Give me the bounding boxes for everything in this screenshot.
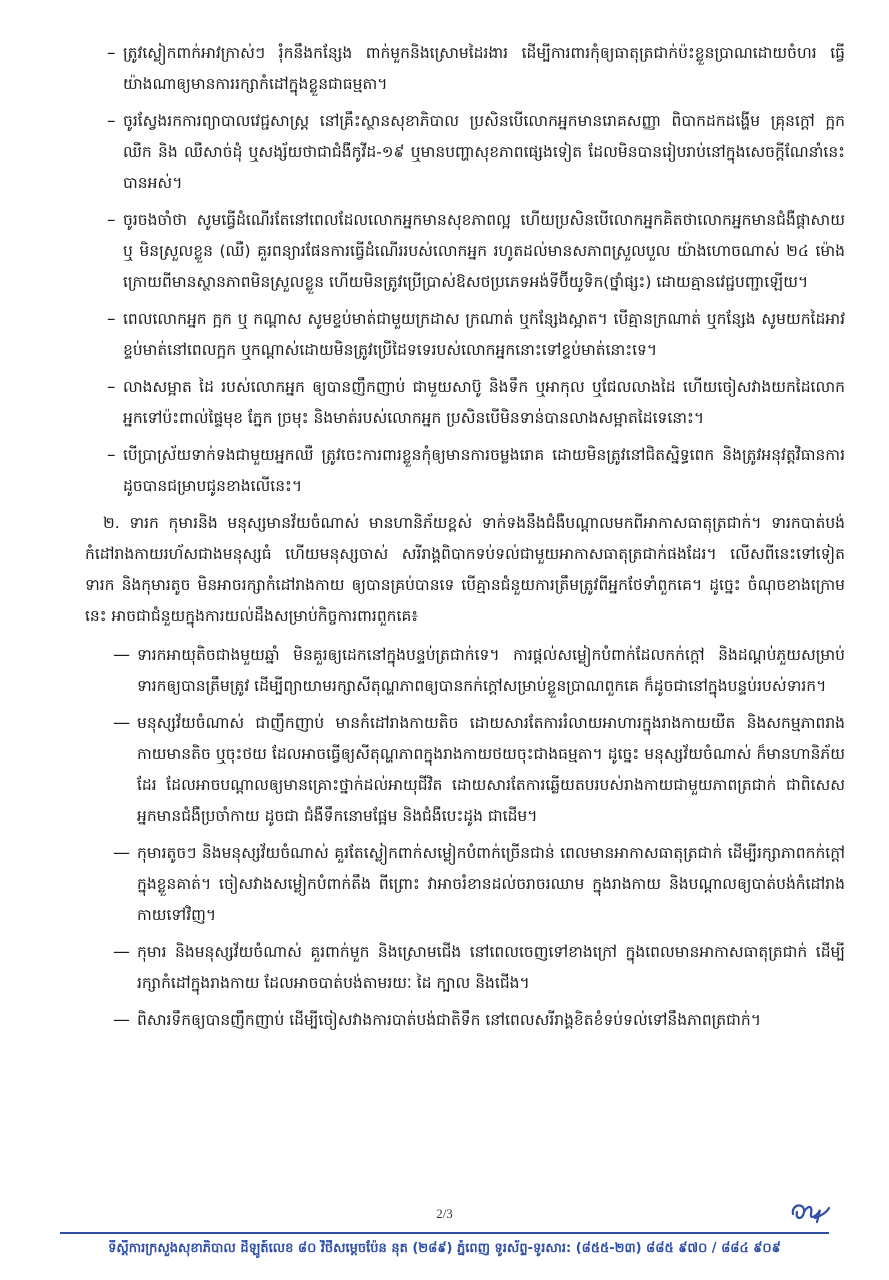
list-item <box>85 640 845 702</box>
document-body <box>85 38 845 1042</box>
page-number: 2/3 <box>436 1206 453 1221</box>
list-item <box>85 838 845 931</box>
dash-bullet: – <box>107 309 116 329</box>
em-dash-bullet: — <box>113 942 130 962</box>
list-item <box>85 106 845 199</box>
list-item <box>85 440 845 502</box>
list-item <box>85 1005 845 1036</box>
list-item <box>85 38 845 100</box>
section-2-paragraph: ២. ទារក កុមារនិង មនុស្សមានវ័យចំណាស់ មានហានិភ័យខ្ពស់ ទាក់ទងនឹងជំងឺបណ្តាលមកពីអាកាសធាតុត្រជាក់។ ទារកបាត់បង់កំដៅរាងកាយរហ័សជាងមនុស្សធំ ហើយមនុស្សចាស់ សរីរាង្គពិបាកទប់ទល់ជាមួយអាកាសធាតុត្រជាក់ផងដែរ។ លើសពីនេះទៅទៀត ទារក និងកុមារតូច មិនអាចរក្សាកំដៅរាងកាយ ឲ្យបានគ្រប់បានទេ បើគ្មានជំនួយការត្រឹមត្រូវពីអ្នកថែទាំពួកគេ។ ដូច្នេះ ចំណុចខាងក្រោមនេះ អាចជាជំនួយក្នុងការយល់ដឹងសម្រាប់កិច្ចការពារពួកគេ៖ <box>85 514 845 625</box>
em-dash-bullet: — <box>113 843 130 863</box>
list-item <box>85 937 845 999</box>
bullet-text: ពេលលោកអ្នក ក្អក ឬ កណ្តាស សូមខ្ទប់មាត់ជាមួយក្រដាស ក្រណាត់ ឬកន្សែងស្អាត។ បើគ្មានក្រណាត់ ឬកន្សែង សូមយកដៃអាវខ្ទប់មាត់នៅពេលក្អក ឬកណ្តាស់ដោយមិនត្រូវប្រើដៃទទេរបស់លោកអ្នកនោះទៅខ្ទប់មាត់នោះទេ។ <box>123 310 845 359</box>
dash-bullet: – <box>107 111 116 131</box>
bullet-text: បើប្រាស្រ័យទាក់ទងជាមួយអ្នកឈឺ ត្រូវចេះការពារខ្លួនកុំឲ្យមានការចម្លងរោគ ដោយមិនត្រូវនៅជិតស្និទ្ធពេក និងត្រូវអនុវត្តវិធានការដូចបានជម្រាបជូនខាងលើនេះ។ <box>123 446 845 495</box>
bullet-text: ទារកអាយុតិចជាងមួយឆ្នាំ មិនគួរឲ្យដេកនៅក្នុងបន្ទប់ត្រជាក់ទេ។ ការផ្តល់សម្លៀកបំពាក់ដែលកក់ក្តៅ និងដណ្តប់ភួយសម្រាប់ទារកឲ្យបានត្រឹមត្រូវ ដើម្បីព្យាយាមរក្សាសីតុណ្ហភាពឲ្យបានកក់ក្តៅសម្រាប់ខ្លួនប្រាណពួកគេ ក៏ដូចជានៅក្នុងបន្ទប់របស់ទារក។ <box>137 646 845 695</box>
bullet-text: ចូរចងចាំថា សូមធ្វើដំណើរតែនៅពេលដែលលោកអ្នកមានសុខភាពល្អ ហើយប្រសិនបើលោកអ្នកគិតថាលោកអ្នកមានជំងឺផ្តាសាយ ឬ មិនស្រួលខ្លួន (ឈឺ) គួរពន្យារផែនការធ្វើដំណើររបស់លោកអ្នក រហូតដល់មានសភាពស្រួលបួល យ៉ាងហោចណាស់ ២៤ ម៉ោង ក្រោយពីមានស្ថានភាពមិនស្រួលខ្លួន ហើយមិនត្រូវប្រើប្រាស់ឱសថប្រភេទអង់ទីប៊ីយូទិក(ថ្នាំផ្សះ) ដោយគ្មានវេជ្ជបញ្ជាឡើយ។ <box>123 211 845 291</box>
bullet-text: កុមារតូចៗ និងមនុស្សវ័យចំណាស់ គួរតែស្លៀកពាក់សម្លៀកបំពាក់ច្រើនជាន់ ពេលមានអាកាសធាតុត្រជាក់ ដើម្បីរក្សាភាពកក់ក្តៅក្នុងខ្លួនគាត់។ ចៀសវាងសម្លៀកបំពាក់តឹង ពីព្រោះ វាអាចរំខានដល់ចរាចរឈាម ក្នុងរាងកាយ និងបណ្តាលឲ្យបាត់បង់កំដៅរាងកាយទៅវិញ។ <box>137 844 845 924</box>
list-item <box>85 708 845 832</box>
dash-bullet: – <box>107 445 116 465</box>
em-dash-bullet: — <box>113 645 130 665</box>
em-dash-bullet: — <box>113 713 130 733</box>
footer-divider <box>60 1232 829 1234</box>
dash-bullet: – <box>107 43 116 63</box>
bullet-text: ពិសារទឹកឲ្យបានញឹកញាប់ ដើម្បីចៀសវាងការបាត់បង់ជាតិទឹក នៅពេលសរីរាង្គខិតខំទប់ទល់ទៅនឹងភាពត្រជាក់។ <box>137 1011 761 1029</box>
bullet-text: ត្រូវស្លៀកពាក់អាវក្រាស់ៗ រុំកនឹងកន្សែង ពាក់មួកនិងស្រោមដៃរងារ ដើម្បីការពារកុំឲ្យធាតុត្រជាក់ប៉ះខ្លួនប្រាណដោយចំហរ ធ្វើយ៉ាងណាឲ្យមានការរក្សាកំដៅក្នុងខ្លួនជាធម្មតា។ <box>123 44 845 93</box>
footer-address: ទីស្តីការក្រសួងសុខាភិបាល ដីឡូត៍លេខ ៨០ វិថីសម្តេចប៉ែន នុត (២៨៩) ភ្នំពេញ ទូរស័ព្ទ-ទូរសារ: (៨៥៥-២៣) ៨៨៥ ៩៧០ / ៨៨៤ ៩០៩ <box>108 1241 781 1256</box>
bullet-text: មនុស្សវ័យចំណាស់ ជាញឹកញាប់ មានកំដៅរាងកាយតិច ដោយសារតែការរំលាយអាហារក្នុងរាងកាយយឺត និងសកម្មភាពរាងកាយមានតិច ឬចុះថយ ដែលអាចធ្វើឲ្យសីតុណ្ហភាពក្នុងរាងកាយថយចុះជាងធម្មតា។ ដូច្នេះ មនុស្សវ័យចំណាស់ ក៏មានហានិភ័យដែរ ដែលអាចបណ្តាលឲ្យមានគ្រោះថ្នាក់ដល់អាយុជីវិត ដោយសារតែការឆ្លើយតបរបស់រាងកាយជាមួយភាពត្រជាក់ ជាពិសេសអ្នកមានជំងឺប្រចាំកាយ ដូចជា ជំងឺទឹកនោមផ្អែម និងជំងឺបេះដូង ជាដើម។ <box>137 714 845 825</box>
list-item <box>85 205 845 298</box>
bullet-text: កុមារ និងមនុស្សវ័យចំណាស់ គួរពាក់មួក និងស្រោមជើង នៅពេលចេញទៅខាងក្រៅ ក្នុងពេលមានអាកាសធាតុត្រជាក់ ដើម្បីរក្សាកំដៅក្នុងរាងកាយ ដែលអាចបាត់បង់តាមរយៈ ដៃ ក្បាល និងជើង។ <box>137 943 845 992</box>
dash-bullet: – <box>107 377 116 397</box>
bullet-text: ចូរស្វែងរកការព្យាបាលវេជ្ជសាស្ត្រ នៅគ្រឹះស្ថានសុខាភិបាល ប្រសិនបើលោកអ្នកមានរោគសញ្ញា ពិបាកដកដង្ហើម គ្រុនក្តៅ ក្អក ឈឺក និង ឈឺសាច់ដុំ ឬសង្ស័យថាជាជំងឺកូវីដ-១៩ ឬមានបញ្ហាសុខភាពផ្សេងទៀត ដែលមិនបានរៀបរាប់នៅក្នុងសេចក្តីណែនាំនេះបានអស់។ <box>123 112 845 192</box>
list-item <box>85 372 845 434</box>
dash-bullet: – <box>107 210 116 230</box>
signature-icon <box>787 1196 831 1226</box>
em-dash-bullet: — <box>113 1010 130 1030</box>
list-item <box>85 304 845 366</box>
bullet-text: លាងសម្អាត ដៃ របស់លោកអ្នក ឲ្យបានញឹកញាប់ ជាមួយសាប៊ូ និងទឹក ឬអាកុល ឬជែលលាងដៃ ហើយចៀសវាងយកដៃលោកអ្នកទៅប៉ះពាល់ផ្ទៃមុខ ភ្នែក ច្រមុះ និងមាត់របស់លោកអ្នក ប្រសិនបើមិនទាន់បានលាងសម្អាតដៃទេនោះ។ <box>123 378 845 427</box>
